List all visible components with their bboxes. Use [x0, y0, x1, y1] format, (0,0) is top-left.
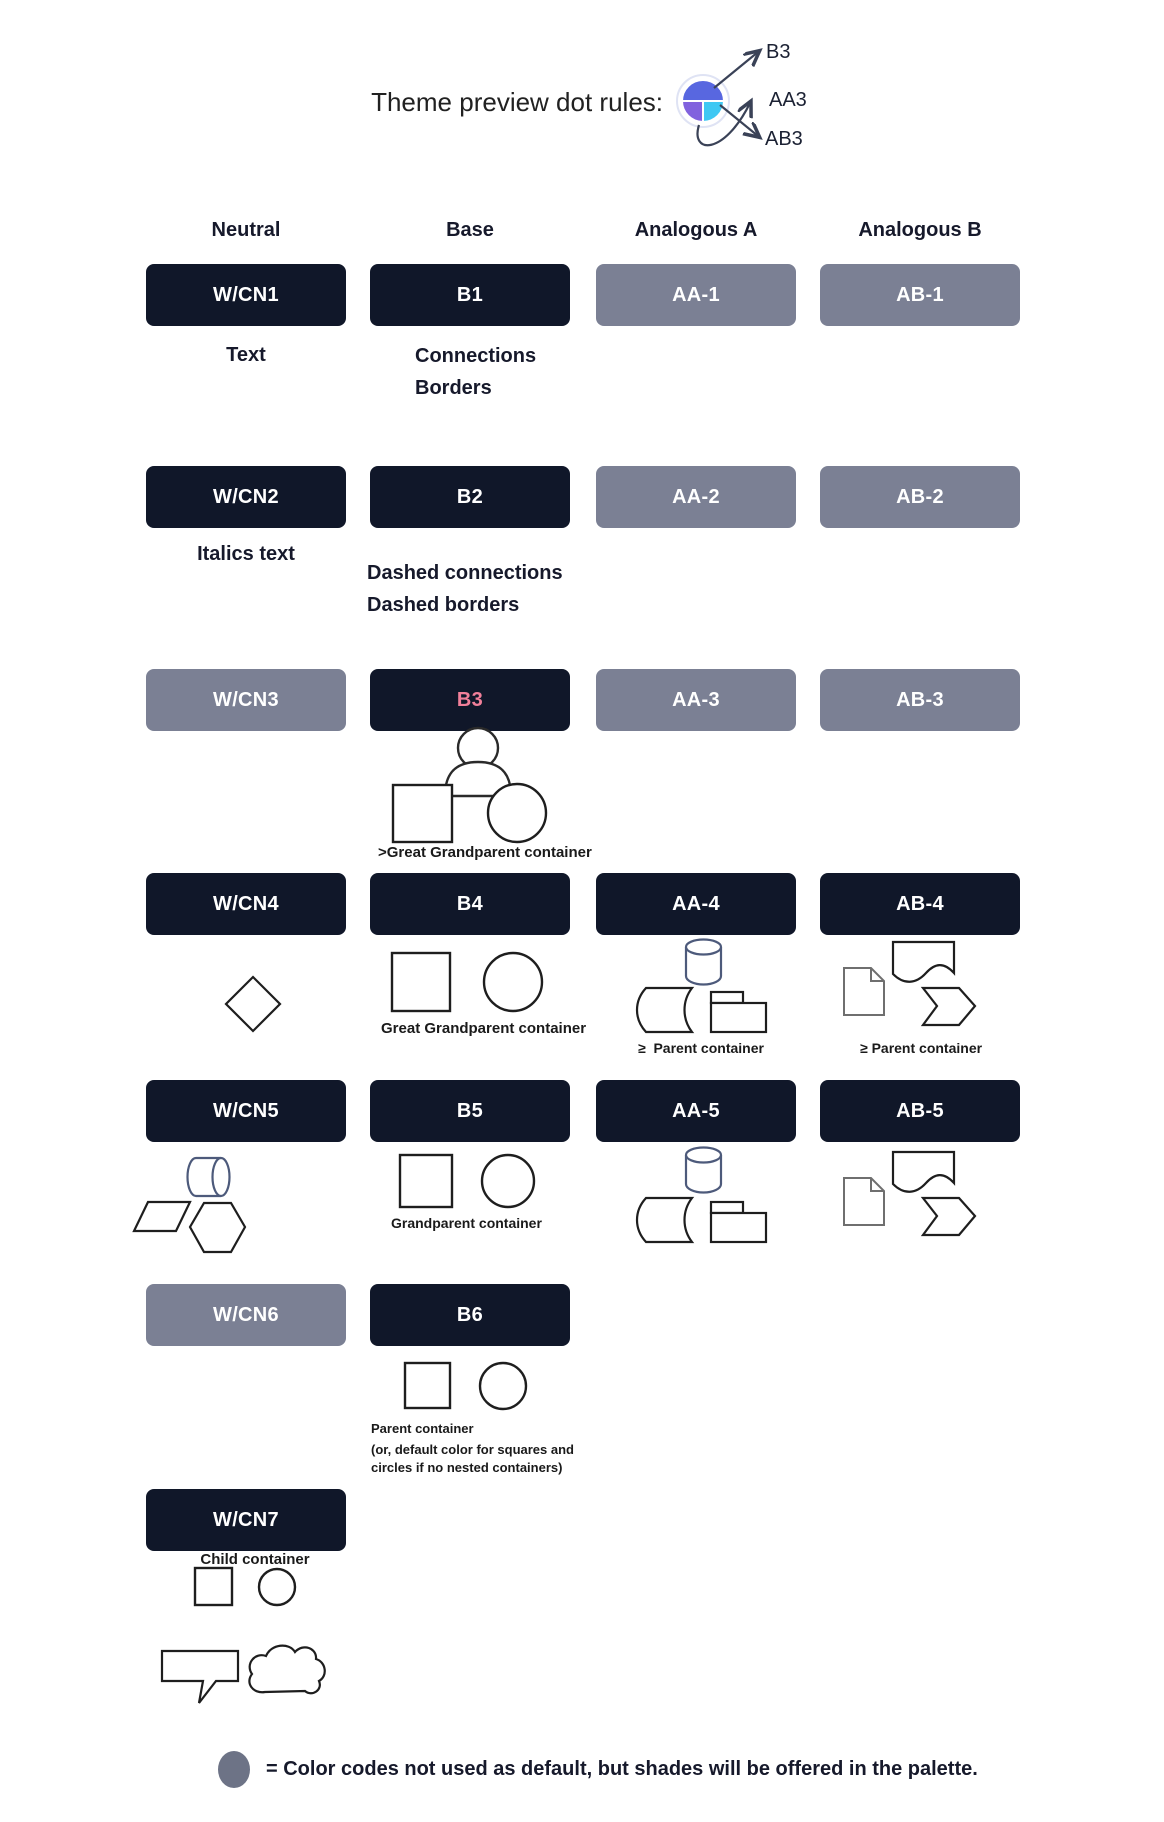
swatch-wcn5: W/CN5 [146, 1080, 346, 1142]
footer-note: = Color codes not used as default, but shades will be offered in the palette. [266, 1758, 978, 1780]
swatch-aa5: AA-5 [596, 1080, 796, 1142]
ab5-shape-group [838, 1146, 983, 1241]
parallelogram-shape [134, 1202, 190, 1231]
column-header-analogous-a: Analogous A [634, 219, 758, 241]
caption-ge-parent-ab: ≥ Parent container [860, 1040, 983, 1056]
swatch-aa4: AA-4 [596, 873, 796, 935]
caption-parent-line2: (or, default color for squares and [371, 1442, 574, 1457]
swatch-wcn1: W/CN1 [146, 264, 346, 326]
note-dashed-connections: Dashed connections [367, 562, 563, 584]
b4-shape-group [388, 949, 548, 1019]
caption-ge-parent-aa: ≥ Parent container [638, 1040, 764, 1056]
swatch-b4: B4 [370, 873, 570, 935]
cylinder-top-icon [686, 940, 721, 955]
swatch-aa3: AA-3 [596, 669, 796, 731]
swatch-b1: B1 [370, 264, 570, 326]
note-borders: Borders [415, 377, 492, 399]
circle-shape [482, 1155, 534, 1207]
wcn4-shape-group [220, 971, 286, 1037]
square-shape [195, 1568, 232, 1605]
hexagon-shape [190, 1203, 245, 1252]
horizontal-cylinder-cap-icon [213, 1158, 230, 1196]
note-connections: Connections [415, 345, 537, 367]
stored-data-icon [637, 988, 692, 1032]
wcn5-shape-group [128, 1150, 253, 1260]
dot-label-ab3: AB3 [765, 128, 803, 150]
column-header-analogous-b: Analogous B [858, 219, 982, 241]
swatch-wcn2: W/CN2 [146, 466, 346, 528]
note-italics-text: Italics text [197, 543, 295, 565]
folder-body-icon [711, 1213, 766, 1242]
b5-shape-group [396, 1151, 541, 1213]
chevron-arrow-icon [923, 988, 975, 1025]
swatch-wcn4: W/CN4 [146, 873, 346, 935]
ab4-shape-group [838, 936, 983, 1031]
swatch-ab5: AB-5 [820, 1080, 1020, 1142]
caption-parent-line3: circles if no nested containers) [371, 1460, 563, 1475]
wcn7-extra-shape-group [158, 1640, 333, 1710]
caption-grandparent: Grandparent container [391, 1215, 542, 1231]
swatch-ab4: AB-4 [820, 873, 1020, 935]
square-shape [392, 953, 450, 1011]
folder-tab-icon [711, 1202, 743, 1213]
caption-parent-line1: Parent container [371, 1421, 474, 1436]
square-shape [405, 1363, 450, 1408]
square-shape [400, 1155, 452, 1207]
swatch-b6: B6 [370, 1284, 570, 1346]
wavy-document-icon [893, 942, 954, 982]
circle-shape [484, 953, 542, 1011]
note-dashed-borders: Dashed borders [367, 594, 520, 616]
dot-label-b3: B3 [766, 41, 791, 63]
aa4-shape-group [630, 936, 770, 1036]
caption-great-grandparent: Great Grandparent container [381, 1020, 587, 1037]
document-icon [844, 1178, 884, 1225]
folder-tab-icon [711, 992, 743, 1003]
column-header-neutral: Neutral [211, 219, 281, 241]
swatch-ab2: AB-2 [820, 466, 1020, 528]
circle-shape [480, 1363, 526, 1409]
caption-gt-great-grandparent: >Great Grandparent container [378, 844, 592, 861]
swatch-ab3: AB-3 [820, 669, 1020, 731]
circle-shape [488, 784, 546, 842]
swatch-aa2: AA-2 [596, 466, 796, 528]
b6-shape-group [401, 1359, 531, 1414]
swatch-b2: B2 [370, 466, 570, 528]
swatch-wcn3: W/CN3 [146, 669, 346, 731]
wavy-document-icon [893, 1152, 954, 1192]
caption-child-container: Child container [200, 1551, 310, 1568]
note-text: Text [226, 344, 266, 366]
column-header-base: Base [446, 219, 494, 241]
swatch-wcn7: W/CN7 [146, 1489, 346, 1551]
gray-dot-icon [218, 1751, 250, 1788]
page-title: Theme preview dot rules: [371, 87, 663, 117]
swatch-b5: B5 [370, 1080, 570, 1142]
cylinder-top-icon [686, 1148, 721, 1163]
swatch-ab1: AB-1 [820, 264, 1020, 326]
square-shape [393, 785, 452, 842]
arrow-to-b3-icon [714, 52, 758, 88]
dot-label-aa3: AA3 [769, 89, 807, 111]
swatch-aa1: AA-1 [596, 264, 796, 326]
swatch-wcn6: W/CN6 [146, 1284, 346, 1346]
aa5-shape-group [630, 1144, 770, 1248]
b3-shape-group [370, 722, 560, 847]
chevron-arrow-icon [923, 1198, 975, 1235]
cloud-icon [249, 1646, 324, 1694]
circle-shape [259, 1569, 295, 1605]
swatch-b3: B3 [370, 669, 570, 731]
wcn7-shape-group [191, 1564, 301, 1610]
diamond-shape [226, 977, 280, 1031]
speech-bubble-icon [162, 1651, 238, 1703]
folder-body-icon [711, 1003, 766, 1032]
document-icon [844, 968, 884, 1015]
stored-data-icon [637, 1198, 692, 1242]
